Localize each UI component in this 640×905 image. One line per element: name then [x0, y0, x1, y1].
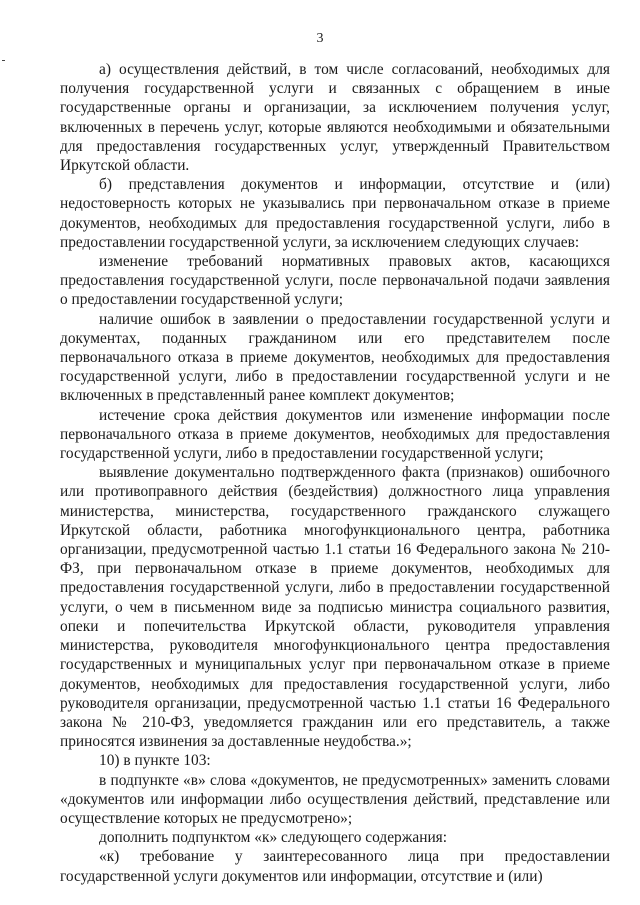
paragraph-exception-errors: наличие ошибок в заявлении о предоставлении государственной услуги и документах, поданных гражданином или его представителем после первоначального отказа в приеме документов, необходимых для предоставления государственной услуги, либо в предоставлении государственной услуги и не включенных в представленный ранее комплект документов;	[60, 310, 610, 405]
paragraph-add-subpoint-k: дополнить подпунктом «к» следующего содержания:	[99, 829, 448, 847]
paragraph-subpoint-k: «к) требование у заинтересованного лица при предоставлении государственной услуги документов или информации, отсутствие и (или)	[60, 848, 610, 885]
paragraph-item-a: а) осуществления действий, в том числе согласований, необходимых для получения государственной услуги и связанных с обращением в иные государственные органы и организации, за исключением получения услуг, включенных в перечень услуг, которые являются необходимыми и обязательными для предоставления государственных услуг, утвержденный Правительством Иркутской области.	[60, 61, 610, 175]
document-body	[60, 60, 610, 886]
page-number: 3	[316, 31, 324, 46]
paragraph-exception-expiry: истечение срока действия документов или изменение информации после первоначального отказа в приеме документов, необходимых для предоставления государственной услуги, либо в предоставлении государственной услуги;	[60, 406, 610, 463]
margin-mark	[2, 60, 5, 61]
paragraph-exception-misconduct: выявление документально подтвержденного факта (признаков) ошибочного или противоправного действия (бездействия) должностного лица управления министерства, министерства, государственного гражданского служащего Иркутской области, работника многофункционального центра, работника организации, предусмотренной частью 1.1 статьи 16 Федерального закона № 210-ФЗ, при первоначальном отказе в приеме документов, необходимых для предоставления государственной услуги, либо в предоставлении государственной услуги, о чем в письменном виде за подписью министра социального развития, опеки и попечительства Иркутской области, руководителя управления министерства, руководителя многофункционального центра предоставления государственных и муниципальных услуг при первоначальном отказе в приеме документов, необходимых для предоставления государственной услуги, либо руководителя организации, предусмотренной частью 1.1 статьи 16 Федерального закона № 210-ФЗ, уведомляется гражданин или его представитель, а также приносятся извинения за доставленные неудобства.»;	[60, 464, 610, 751]
paragraph-exception-law-change: изменение требований нормативных правовых актов, касающихся предоставления государственной услуги, после первоначальной подачи заявления о предоставлении государственной услуги;	[60, 253, 610, 309]
paragraph-subpoint-v: в подпункте «в» слова «документов, не предусмотренных» заменить словами «документов или информации либо осуществления действий, представление или осуществление которых не предусмотрено»;	[60, 771, 610, 827]
paragraph-item-b: б) представления документов и информации, отсутствие и (или) недостоверность которых не указывались при первоначальном отказе в приеме документов, необходимых для предоставления государственной услуги, либо в предоставлении государственной услуги, за исключением следующих случаев:	[60, 176, 610, 251]
paragraph-point-10: 10) в пункте 103:	[99, 752, 211, 770]
